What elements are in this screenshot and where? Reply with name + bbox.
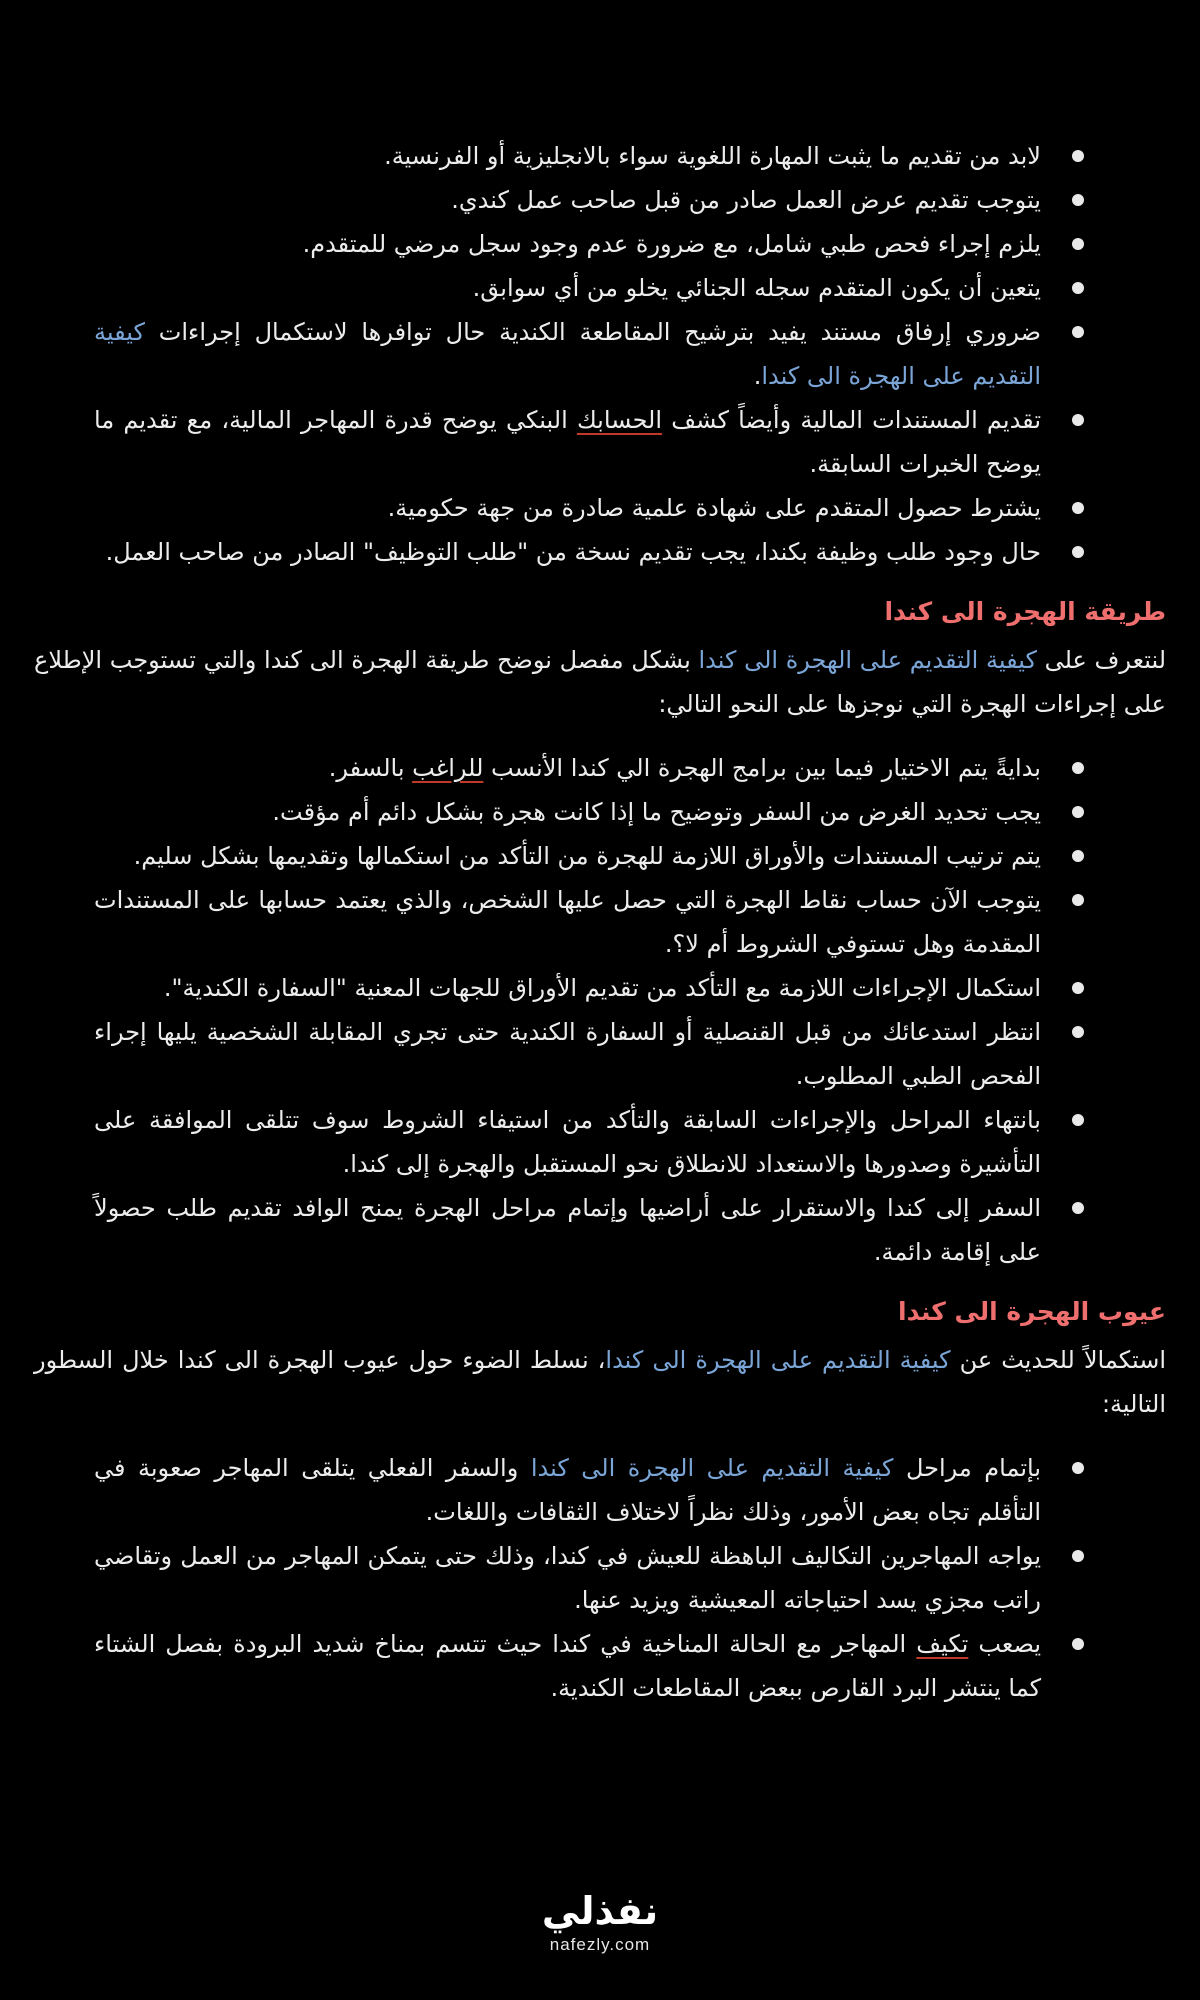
- list-item: [34, 398, 1166, 486]
- bullet-icon: [1072, 502, 1084, 514]
- underlined-word: تكيف: [916, 1630, 969, 1658]
- text-segment: بإتمام مراحل: [893, 1454, 1041, 1482]
- text-segment: استكمالاً للحديث عن: [950, 1346, 1166, 1374]
- disadvantages-list: [34, 1446, 1166, 1710]
- list-item: [34, 486, 1166, 530]
- logo-arabic-text: نفذلي: [541, 1889, 659, 1933]
- list-item: [34, 134, 1166, 178]
- bullet-icon: [1072, 150, 1084, 162]
- text-segment: بانتهاء المراحل والإجراءات السابقة والتأكد من استيفاء الشروط سوف تتلقى الموافقة على التأشيرة وصدورها والاستعداد للانطلاق نحو المستقبل والهجرة إلى كندا.: [94, 1106, 1041, 1178]
- text-segment: يصعب: [968, 1630, 1042, 1658]
- text-segment: تقديم المستندات المالية وأيضاً كشف: [662, 406, 1042, 434]
- text-segment: لابد من تقديم ما يثبت المهارة اللغوية سواء بالانجليزية أو الفرنسية.: [384, 142, 1041, 170]
- text-segment: يشترط حصول المتقدم على شهادة علمية صادرة من جهة حكومية.: [387, 494, 1041, 522]
- list-item: [34, 1534, 1166, 1622]
- section-heading-disadvantages: عيوب الهجرة الى كندا: [898, 1297, 1166, 1326]
- text-segment: .: [753, 362, 762, 390]
- bullet-icon: [1072, 806, 1084, 818]
- list-item: [34, 178, 1166, 222]
- list-item: [34, 834, 1166, 878]
- text-segment: يتوجب الآن حساب نقاط الهجرة التي حصل عليها الشخص، والذي يعتمد حسابها على المستندات المقدمة وهل تستوفي الشروط أم لا؟.: [94, 886, 1041, 958]
- bullet-icon: [1072, 546, 1084, 558]
- text-segment: يتم ترتيب المستندات والأوراق اللازمة للهجرة من التأكد من استكمالها وتقديمها بشكل سليم.: [133, 842, 1041, 870]
- text-segment: يلزم إجراء فحص طبي شامل، مع ضرورة عدم وجود سجل مرضي للمتقدم.: [302, 230, 1041, 258]
- text-segment: حال وجود طلب وظيفة بكندا، يجب تقديم نسخة من "طلب التوظيف" الصادر من صاحب العمل.: [105, 538, 1041, 566]
- article-link[interactable]: كيفية التقديم على الهجرة الى كندا: [698, 646, 1037, 674]
- list-item: [34, 530, 1166, 574]
- text-segment: يجب تحديد الغرض من السفر وتوضيح ما إذا كانت هجرة بشكل دائم أم مؤقت.: [272, 798, 1041, 826]
- list-item: [34, 1010, 1166, 1098]
- text-segment: السفر إلى كندا والاستقرار على أراضيها وإتمام مراحل الهجرة يمنح الوافد تقديم طلب حصولاً على إقامة دائمة.: [94, 1194, 1041, 1266]
- section-intro-disadvantages: [34, 1338, 1166, 1426]
- bullet-icon: [1072, 1550, 1084, 1562]
- requirements-list: [34, 134, 1166, 574]
- section-heading-immigration-method: طريقة الهجرة الى كندا: [884, 597, 1166, 626]
- list-item: [34, 746, 1166, 790]
- list-item: [34, 266, 1166, 310]
- text-segment: يواجه المهاجرين التكاليف الباهظة للعيش في كندا، وذلك حتى يتمكن المهاجر من العمل وتقاضي راتب مجزي يسد احتياجاته المعيشية ويزيد عنها.: [94, 1542, 1041, 1614]
- text-segment: يتعين أن يكون المتقدم سجله الجنائي يخلو من أي سوابق.: [472, 274, 1041, 302]
- bullet-icon: [1072, 282, 1084, 294]
- text-segment: لنتعرف على: [1036, 646, 1167, 674]
- list-item: [34, 878, 1166, 966]
- text-segment: المهاجر مع الحالة المناخية في كندا حيث تتسم بمناخ شديد البرودة بفصل الشتاء كما ينتشر البرد القارص ببعض المقاطعات الكندية.: [94, 1630, 1041, 1702]
- bullet-icon: [1072, 194, 1084, 206]
- text-segment: ضروري إرفاق مستند يفيد بترشيح المقاطعة الكندية حال توافرها لاستكمال إجراءات: [144, 318, 1041, 346]
- bullet-icon: [1072, 1462, 1084, 1474]
- underlined-word: الحسابك: [576, 406, 663, 434]
- article-link[interactable]: كيفية التقديم على الهجرة الى كندا: [530, 1454, 894, 1482]
- list-item: [34, 222, 1166, 266]
- text-segment: والسفر الفعلي يتلقى المهاجر صعوبة في التأقلم تجاه بعض الأمور، وذلك نظراً لاختلاف الثقافات واللغات.: [94, 1454, 1041, 1526]
- bullet-icon: [1072, 414, 1084, 426]
- immigration-steps-list: [34, 746, 1166, 1274]
- text-segment: ، نسلط الضوء حول عيوب الهجرة الى كندا خلال السطور التالية:: [34, 1346, 1166, 1418]
- list-item: [34, 790, 1166, 834]
- list-item: [34, 1186, 1166, 1274]
- text-segment: استكمال الإجراءات اللازمة مع التأكد من تقديم الأوراق للجهات المعنية "السفارة الكندية".: [163, 974, 1041, 1002]
- bullet-icon: [1072, 1638, 1084, 1650]
- section-intro-immigration-method: [34, 638, 1166, 726]
- bullet-icon: [1072, 850, 1084, 862]
- bullet-icon: [1072, 982, 1084, 994]
- article-link[interactable]: كيفية التقديم على الهجرة الى كندا: [605, 1346, 951, 1374]
- list-item: [34, 1446, 1166, 1534]
- list-item: [34, 1622, 1166, 1710]
- text-segment: بشكل مفصل نوضح طريقة الهجرة الى كندا والتي تستوجب الإطلاع على إجراءات الهجرة التي نوجزها على النحو التالي:: [34, 646, 1166, 718]
- bullet-icon: [1072, 326, 1084, 338]
- text-segment: بالسفر.: [328, 754, 413, 782]
- nafezly-logo: [0, 1888, 1200, 1956]
- bullet-icon: [1072, 762, 1084, 774]
- list-item: [34, 966, 1166, 1010]
- bullet-icon: [1072, 894, 1084, 906]
- list-item: [34, 310, 1166, 398]
- bullet-icon: [1072, 1026, 1084, 1038]
- text-segment: البنكي يوضح قدرة المهاجر المالية، مع تقديم ما يوضح الخبرات السابقة.: [94, 406, 1041, 478]
- bullet-icon: [1072, 1202, 1084, 1214]
- bullet-icon: [1072, 238, 1084, 250]
- text-segment: انتظر استدعائك من قبل القنصلية أو السفارة الكندية حتى تجري المقابلة الشخصية يليها إجراء الفحص الطبي المطلوب.: [94, 1018, 1041, 1090]
- article-link[interactable]: كيفية التقديم على الهجرة الى كندا: [94, 318, 1041, 390]
- underlined-word: للراغب: [412, 754, 484, 782]
- text-segment: بدايةً يتم الاختيار فيما بين برامج الهجرة الي كندا الأنسب: [483, 754, 1041, 782]
- logo-domain-text: nafezly.com: [549, 1935, 651, 1954]
- list-item: [34, 1098, 1166, 1186]
- bullet-icon: [1072, 1114, 1084, 1126]
- text-segment: يتوجب تقديم عرض العمل صادر من قبل صاحب عمل كندي.: [451, 186, 1041, 214]
